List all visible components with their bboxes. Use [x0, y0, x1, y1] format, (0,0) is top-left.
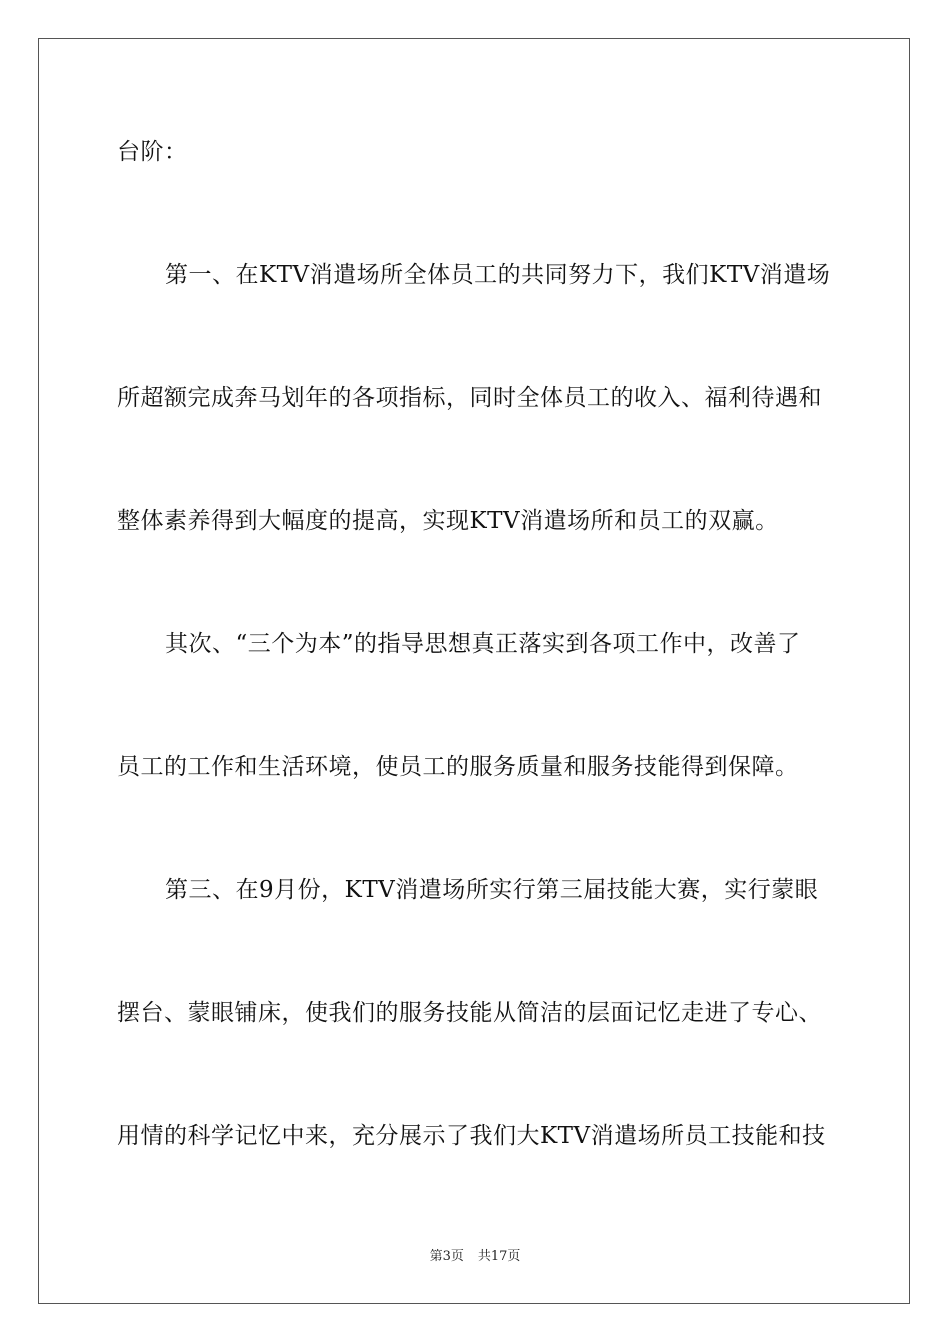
paragraph-3-line-2: 摆台、蒙眼铺床，使我们的服务技能从简洁的层面记忆走进了专心、 — [117, 1000, 822, 1026]
paragraph-1-line-3: 整体素养得到大幅度的提高，实现KTV消遣场所和员工的双赢。 — [117, 508, 779, 534]
paragraph-1-line-1: 第一、在KTV消遣场所全体员工的共同努力下，我们KTV消遣场 — [165, 262, 831, 288]
text-line: 台阶： — [117, 139, 188, 165]
paragraph-3-line-3: 用情的科学记忆中来，充分展示了我们大KTV消遣场所员工技能和技 — [117, 1123, 826, 1149]
paragraph-3-line-1: 第三、在9月份，KTV消遣场所实行第三届技能大赛，实行蒙眼 — [165, 877, 819, 903]
page-total: 共17页 — [477, 1249, 521, 1264]
page-footer — [0, 1248, 950, 1266]
paragraph-1-line-2: 所超额完成奔马划年的各项指标，同时全体员工的收入、福利待遇和 — [117, 385, 822, 411]
paragraph-2-line-2: 员工的工作和生活环境，使员工的服务质量和服务技能得到保障。 — [117, 754, 799, 780]
page-number: 第3页 — [429, 1249, 464, 1264]
page-border — [38, 38, 910, 1304]
paragraph-2-line-1: 其次、“三个为本”的指导思想真正落实到各项工作中，改善了 — [165, 631, 801, 657]
